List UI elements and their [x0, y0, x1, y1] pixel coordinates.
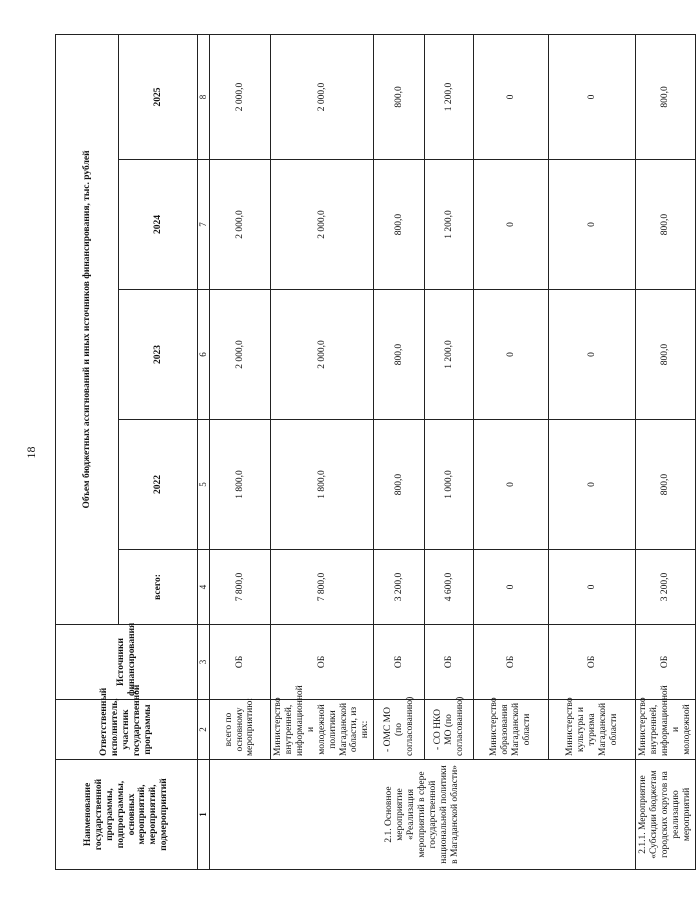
total-cell: 0	[549, 550, 636, 625]
value-2025-cell: 1 200,0	[425, 34, 474, 159]
value-2024-cell: 0	[474, 160, 549, 290]
value-2025-cell: 0	[474, 34, 549, 159]
value-2023-cell: 0	[549, 290, 636, 420]
value-2022-cell: 1 000,0	[425, 420, 474, 550]
table-row	[549, 34, 636, 869]
value-2024-cell: 2 000,0	[271, 160, 374, 290]
executor-cell: - ОМС МО (по согласованию)	[374, 700, 425, 760]
value-2024-cell: 2 000,0	[210, 160, 271, 290]
header-year-2024: 2024	[119, 160, 198, 290]
page-number: 18	[24, 446, 38, 459]
table-row	[636, 34, 696, 869]
value-2022-cell: 800,0	[374, 420, 425, 550]
value-2023-cell: 0	[474, 290, 549, 420]
total-cell: 3 200,0	[374, 550, 425, 625]
executor-cell: всего по основному мероприятию:	[210, 700, 271, 760]
executor-cell: Министерство культуры и туризма Магаданской области	[549, 700, 636, 760]
source-cell: ОБ	[474, 625, 549, 700]
value-2025-cell: 0	[549, 34, 636, 159]
column-number: 4	[198, 550, 210, 625]
total-cell: 3 200,0	[636, 550, 696, 625]
header-executor: Ответственный исполнитель, участник государственной программы	[56, 700, 198, 760]
executor-cell: Министерство внутренней, информационной и молодежной политики Магаданской области, из них:	[271, 700, 374, 760]
column-number: 8	[198, 34, 210, 159]
value-2025-cell: 800,0	[636, 34, 696, 159]
value-2023-cell: 800,0	[374, 290, 425, 420]
header-funding-source: Источники финансирования	[56, 625, 198, 700]
executor-cell: Министерство внутренней, информационной и молодежной	[636, 700, 696, 760]
value-2023-cell: 1 200,0	[425, 290, 474, 420]
measure-2-1-1-name: 2.1.1. Мероприятие «Субсидии бюджетам городских округов на реализацию мероприятий	[636, 760, 696, 870]
column-number: 2	[198, 700, 210, 760]
value-2025-cell: 2 000,0	[271, 34, 374, 159]
value-2022-cell: 0	[474, 420, 549, 550]
value-2022-cell: 800,0	[636, 420, 696, 550]
column-number: 6	[198, 290, 210, 420]
value-2024-cell: 800,0	[374, 160, 425, 290]
column-number: 3	[198, 625, 210, 700]
source-cell: ОБ	[271, 625, 374, 700]
total-cell: 7 800,0	[210, 550, 271, 625]
source-cell: ОБ	[374, 625, 425, 700]
source-cell: ОБ	[636, 625, 696, 700]
table-row	[210, 34, 271, 869]
value-2024-cell: 1 200,0	[425, 160, 474, 290]
value-2022-cell: 1 800,0	[271, 420, 374, 550]
measure-2-1-name: 2.1. Основное мероприятие «Реализация мероприятий в сфере государственной национальной политики в Магаданской области»	[210, 760, 636, 870]
source-cell: ОБ	[549, 625, 636, 700]
value-2023-cell: 2 000,0	[210, 290, 271, 420]
source-cell: ОБ	[210, 625, 271, 700]
column-number: 5	[198, 420, 210, 550]
header-year-2025: 2025	[119, 34, 198, 159]
column-number-row	[198, 34, 210, 869]
table-row	[425, 34, 474, 869]
value-2023-cell: 800,0	[636, 290, 696, 420]
total-cell: 4 600,0	[425, 550, 474, 625]
header-row	[56, 34, 119, 869]
column-number: 7	[198, 160, 210, 290]
executor-cell: Министерство образования Магаданской области	[474, 700, 549, 760]
value-2025-cell: 800,0	[374, 34, 425, 159]
table-row	[374, 34, 425, 869]
value-2022-cell: 0	[549, 420, 636, 550]
header-total: всего:	[119, 550, 198, 625]
header-year-2022: 2022	[119, 420, 198, 550]
value-2024-cell: 0	[549, 160, 636, 290]
rotated-table-sheet	[24, 35, 692, 870]
source-cell: ОБ	[425, 625, 474, 700]
header-year-2023: 2023	[119, 290, 198, 420]
table-row	[474, 34, 549, 869]
value-2025-cell: 2 000,0	[210, 34, 271, 159]
value-2024-cell: 800,0	[636, 160, 696, 290]
header-funding-volume: Объем бюджетных ассигнований и иных источников финансирования, тыс. рублей	[56, 34, 119, 624]
column-number: 1	[198, 760, 210, 870]
value-2023-cell: 2 000,0	[271, 290, 374, 420]
header-program-name: Наименование государственной программы, подпрограммы, основных мероприятий, мероприятий, подмероприятий	[56, 760, 198, 870]
total-cell: 7 800,0	[271, 550, 374, 625]
financing-table	[55, 34, 696, 870]
value-2022-cell: 1 800,0	[210, 420, 271, 550]
total-cell: 0	[474, 550, 549, 625]
executor-cell: - СО НКО МО (по согласованию)	[425, 700, 474, 760]
table-row	[271, 34, 374, 869]
